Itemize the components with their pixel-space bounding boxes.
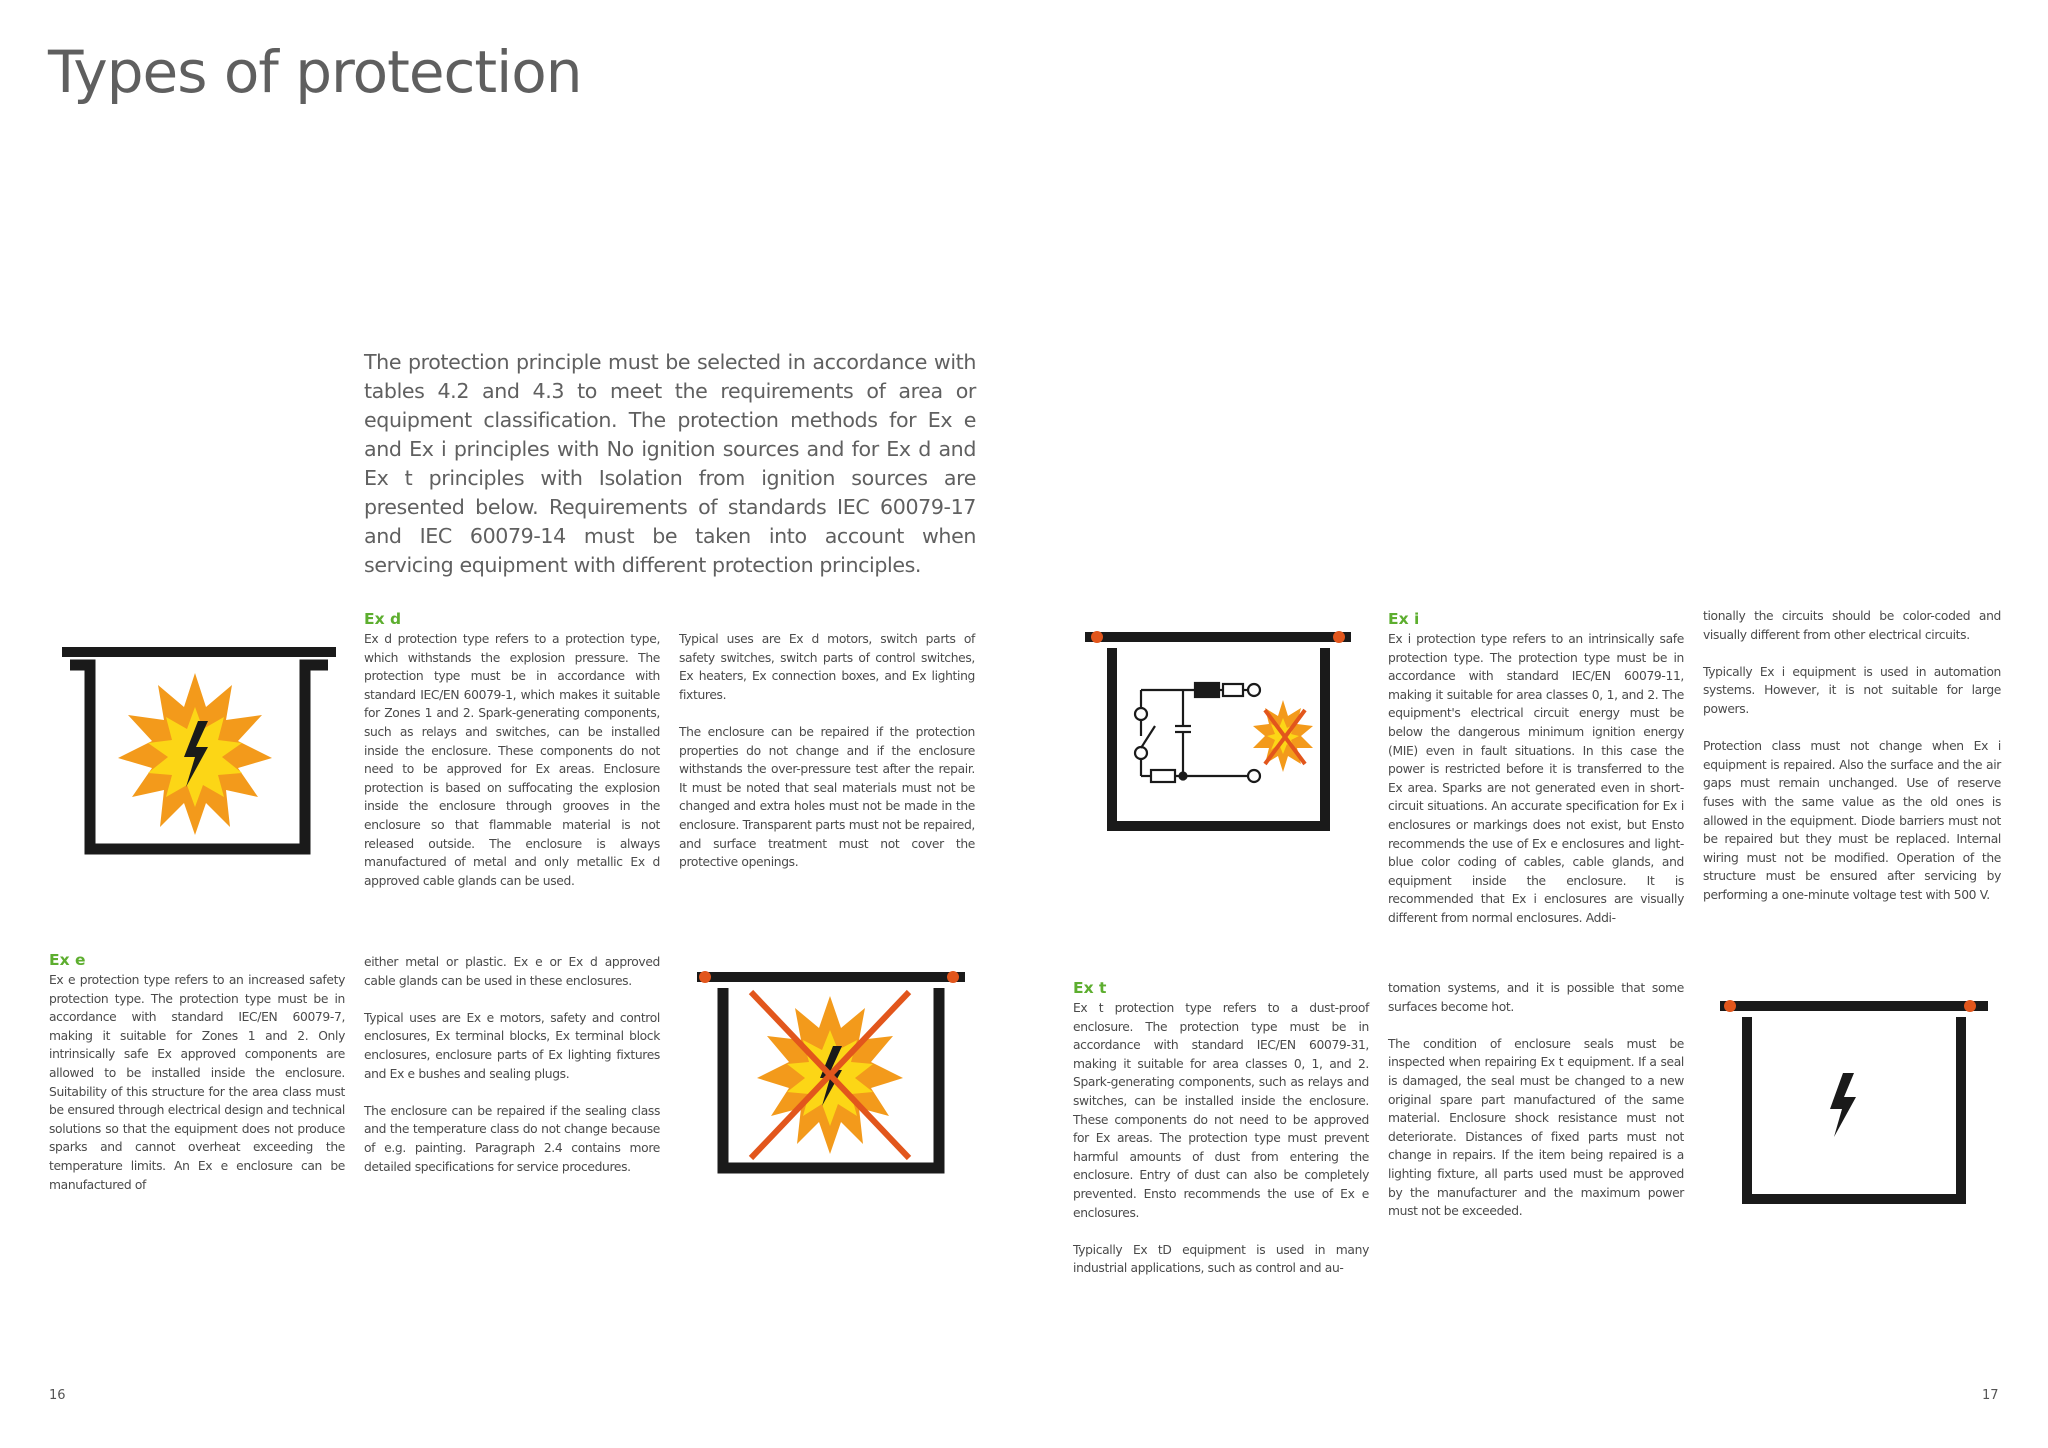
page-number-left: 16 bbox=[49, 1388, 66, 1403]
exe-col2-paragraph-1: either metal or plastic. Ex e or Ex d approved cable glands can be used in these enclosures. bbox=[364, 955, 660, 988]
ext-column-2 bbox=[1388, 979, 1684, 1239]
exi-heading: Ex i bbox=[1388, 610, 1420, 628]
exe-col2-paragraph-2: Typical uses are Ex e motors, safety and control enclosures, Ex terminal blocks, Ex terminal block enclosures, enclosure parts of Ex lighting fixtures and Ex e bushes and sealing plugs. bbox=[364, 1010, 660, 1081]
exd-column-2 bbox=[679, 630, 975, 890]
exe-enclosure-figure bbox=[695, 968, 970, 1178]
ext-column-1 bbox=[1073, 999, 1369, 1297]
exd-enclosure-figure bbox=[60, 645, 340, 855]
exe-col2-paragraph-3: The enclosure can be repaired if the sealing class and the temperature class do not change because of e.g. painting. Paragraph 2.4 contains more detailed specifications for service procedures. bbox=[364, 1103, 660, 1174]
ext-heading: Ex t bbox=[1073, 979, 1107, 997]
exd-column-1 bbox=[364, 630, 660, 909]
exi-column-1 bbox=[1388, 630, 1684, 946]
gland-marker-icon bbox=[947, 971, 959, 983]
page-title: Types of protection bbox=[48, 38, 582, 106]
gland-marker-icon bbox=[1724, 1000, 1736, 1012]
exi-col2-paragraph-1: Typically Ex i equipment is used in automation systems. However, it is not suitable for large powers. bbox=[1703, 664, 2001, 716]
ext-col1-paragraph-2: Typically Ex tD equipment is used in many industrial applications, such as control and au- bbox=[1073, 1242, 1369, 1276]
ext-col1-paragraph-1: Ex t protection type refers to a dust-proof enclosure. The protection type must be in accordance with standard IEC/EN 60079-31, making it suitable for area classes 0, 1, and 2. Spark-generating components, such as relays and switches, can be installed inside the enclosure. These components do not need to be approved for Ex areas. The protection type must prevent harmful amounts of dust from entering the enclosure. Entry of dust can also be completely prevented. Ensto recommends the use of Ex e enclosures. bbox=[1073, 1001, 1369, 1220]
exi-col2-paragraph-2: Protection class must not change when Ex i equipment is repaired. Also the surface and the air gaps must remain unchanged. Use of reserve fuses with the same value as the old ones is allowed in the equipment. Diode barriers must not be repaired but they must be replaced. Internal wiring must not be modified. Operation of the structure must be ensured after servicing by performing a one-minute voltage test with 500 V. bbox=[1703, 739, 2001, 902]
exd-col2-paragraph-2: The enclosure can be repaired if the protection properties do not change and if the enclosure withstands the over-pressure test after the repair. It must be noted that seal materials must not be changed and extra holes must not be made in the enclosure. Transparent parts must not be repaired, and surface treatment must not cover the protective openings. bbox=[679, 724, 975, 870]
gland-marker-icon bbox=[1964, 1000, 1976, 1012]
lightning-bolt-icon bbox=[1830, 1073, 1856, 1137]
intro-paragraph: The protection principle must be selected in accordance with tables 4.2 and 4.3 to meet the requirements of area or equipment classification. The protection methods for Ex e and Ex i principles with No ignition sources and for Ex d and Ex t principles with Isolation from ignition sources are presented below. Requirements of standards IEC 60079-17 and IEC 60079-14 must be taken into account when servicing equipment with different protection principles. bbox=[364, 350, 976, 577]
exi-enclosure-figure bbox=[1083, 628, 1353, 838]
exe-col1-paragraph: Ex e protection type refers to an increased safety protection type. The protection type must be in accordance with standard IEC/EN 60079-7, making it suitable for Zones 1 and 2. Only intrinsically safe Ex approved components are allowed to be installed inside the enclosure. Suitability of this structure for the area class must be ensured through electrical design and technical solutions so that the equipment does not produce sparks and cannot overheat exceeding the temperature limits. An Ex e enclosure can be manufactured of bbox=[49, 973, 345, 1192]
page-number-right: 17 bbox=[1982, 1388, 1999, 1403]
exi-column-2 bbox=[1703, 607, 2001, 923]
gland-marker-icon bbox=[1091, 631, 1103, 643]
ext-col2-paragraph-2: The condition of enclosure seals must be inspected when repairing Ex t equipment. If a seal is damaged, the seal must be changed to a new original spare part manufactured of the same material. Enclosure shock resistance must not deteriorate. Distances of fixed parts must not change in repairs. If the item being repaired is a lighting fixture, all parts used must be approved by the manufacturer and the maximum power must not be exceeded. bbox=[1388, 1036, 1684, 1219]
exd-col1-paragraph: Ex d protection type refers to a protection type, which withstands the explosion pressure. The protection type must be in accordance with standard IEC/EN 60079-1, which makes it suitable for Zones 1 and 2. Spark-generating components, such as relays and switches, can be installed inside the enclosure. These components do not need to be approved for Ex areas. Enclosure protection is based on suffocating the explosion inside the enclosure through grooves in the enclosure so that flammable material is not released outside. The enclosure is always manufactured of metal and only metallic Ex d approved cable glands can be used. bbox=[364, 632, 660, 888]
exi-col1-paragraph: Ex i protection type refers to an intrinsically safe protection type. The protection type must be in accordance with standard IEC/EN 60079-11, making it suitable for area classes 0, 1, and 2. The equipment's electrical circuit energy must be below the dangerous minimum ignition energy (MIE) even in fault situations. In this case the power is restricted before it is transferred to the Ex area. Sparks are not generated even in short-circuit situations. An accurate specification for Ex i enclosures or markings does not exist, but Ensto recommends the use of Ex e enclosures and light-blue color coding of cables, cable glands, and equipment inside the enclosure. It is recommended that Ex i enclosures are visually different from normal enclosures. Addi- bbox=[1388, 632, 1684, 925]
exi-col2-paragraph-0: tionally the circuits should be color-coded and visually different from other electrical circuits. bbox=[1703, 609, 2001, 642]
exe-column-2 bbox=[364, 953, 660, 1195]
gland-marker-icon bbox=[1333, 631, 1345, 643]
exd-col2-paragraph-1: Typical uses are Ex d motors, switch parts of safety switches, switch parts of control switches, Ex heaters, Ex connection boxes, and Ex lighting fixtures. bbox=[679, 632, 975, 702]
exd-heading: Ex d bbox=[364, 610, 402, 628]
ext-enclosure-figure bbox=[1718, 997, 1993, 1207]
exe-heading: Ex e bbox=[49, 951, 86, 969]
gland-marker-icon bbox=[699, 971, 711, 983]
exe-column-1 bbox=[49, 971, 345, 1213]
ext-col2-paragraph-1: tomation systems, and it is possible that some surfaces become hot. bbox=[1388, 981, 1684, 1014]
circuit-diagram-icon bbox=[1135, 683, 1260, 782]
